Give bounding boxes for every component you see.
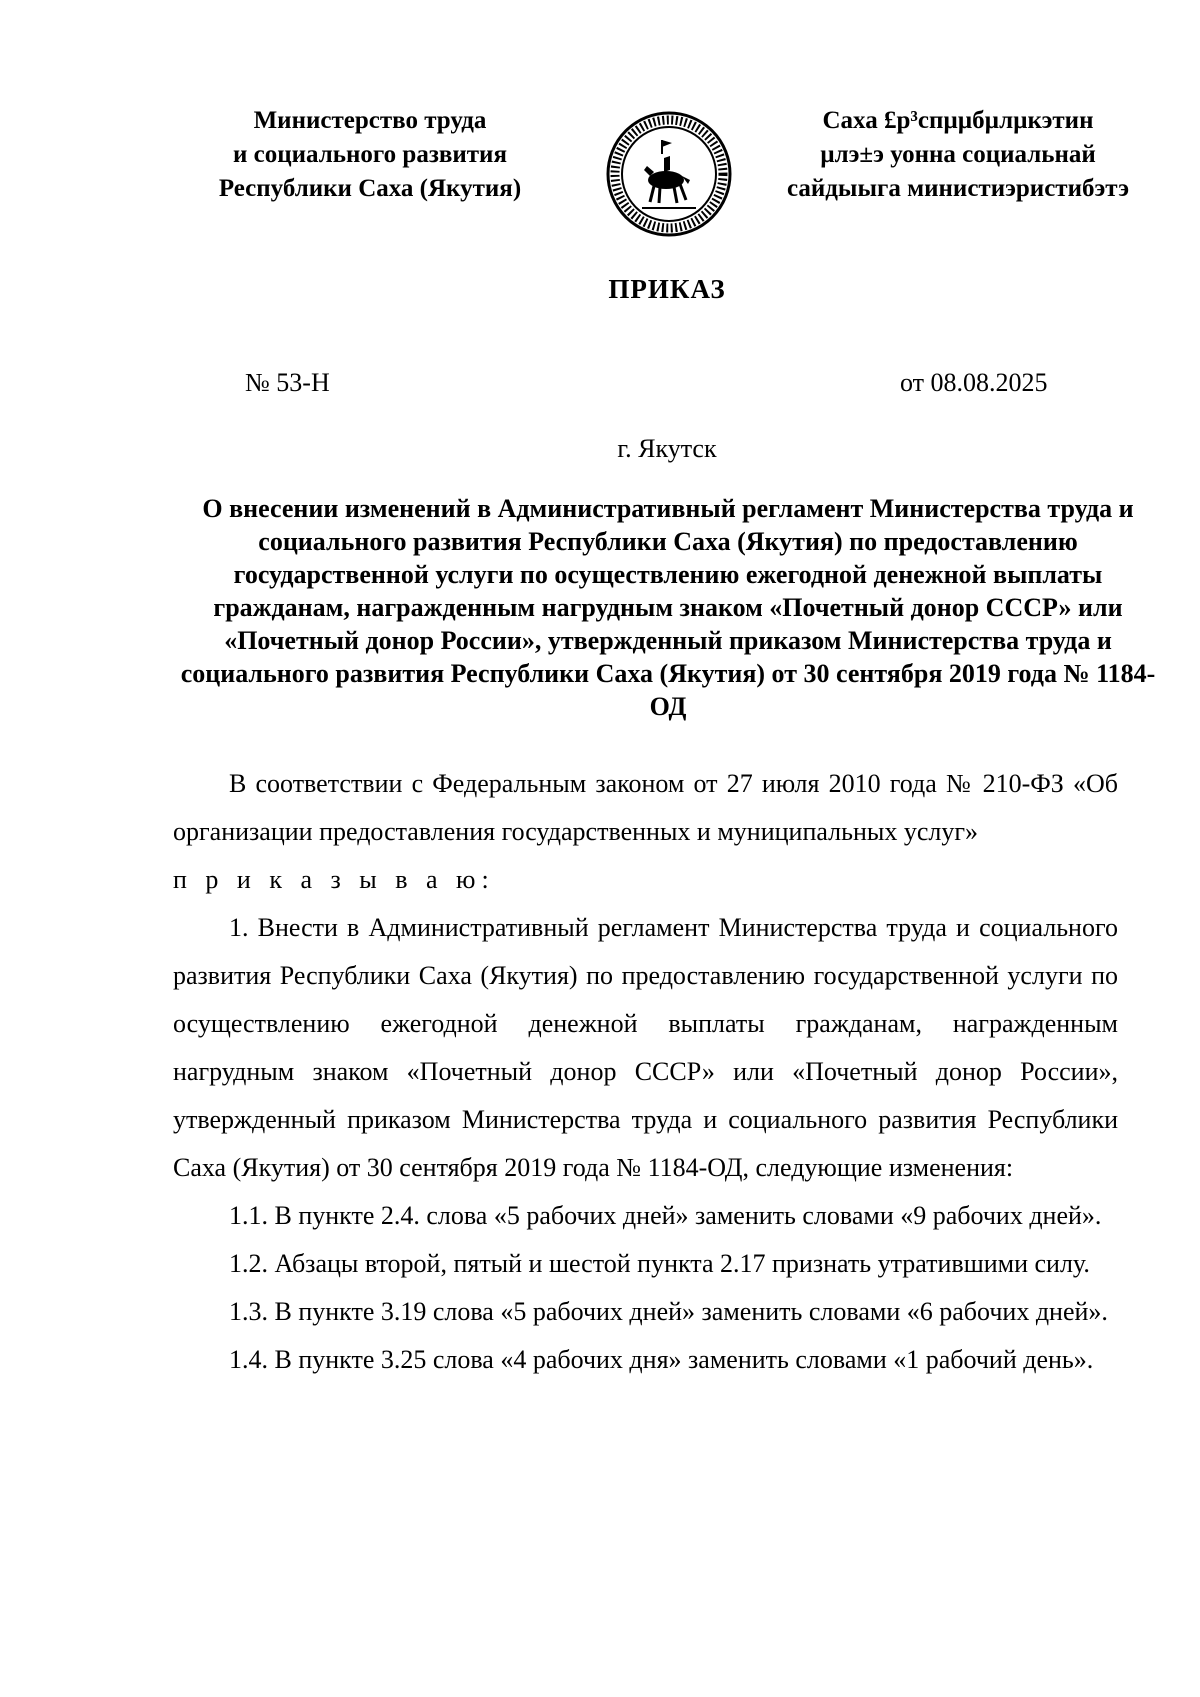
order-subject: О внесении изменений в Административный регламент Министерства труда и социального развития Республики Саха (Якутия) по предоставлению государственной услуги по осуществлению ежегодной денежной выплаты гражданам, награжденным нагрудным знаком «Почетный донор СССР» или «Почетный донор России», утвержденный приказом Министерства труда и социального развития Республики Саха (Якутия) от 30 сентября 2019 года № 1184-ОД — [180, 494, 1156, 721]
ministry-name-sakha — [748, 104, 1168, 206]
ministry-name-line: Министерство труда — [253, 107, 487, 134]
order-item: 1. Внести в Административный регламент Министерства труда и социального развития Республики Саха (Якутия) по предоставлению государственной услуги по осуществлению ежегодной денежной выплаты гражданам, награжденным нагрудным знаком «Почетный донор СССР» или «Почетный донор России», утвержденный приказом Министерства труда и социального развития Республики Саха (Якутия) от 30 сентября 2019 года № 1184-ОД, следующие изменения: — [173, 913, 1118, 1182]
ministry-name-line: µлэ±э уонна социальнай — [820, 141, 1096, 168]
ministry-name-line: и социального развития — [233, 141, 507, 168]
document-title: ПРИКАЗ — [608, 274, 726, 304]
order-item: 1.2. Абзацы второй, пятый и шестой пункта 2.17 признать утратившими силу. — [229, 1249, 1090, 1278]
order-item: 1.1. В пункте 2.4. слова «5 рабочих дней» заменить словами «9 рабочих дней». — [229, 1201, 1102, 1230]
order-item: 1.3. В пункте 3.19 слова «5 рабочих дней» заменить словами «6 рабочих дней». — [229, 1297, 1108, 1326]
ministry-name-line: сайдыыга министиэристибэтэ — [786, 175, 1130, 202]
preamble-paragraph: В соответствии с Федеральным законом от 27 июля 2010 года № 210-ФЗ «Об организации предоставления государственных и муниципальных услуг» — [173, 769, 1118, 846]
ministry-name-line: Саха £р³спµµбµлµкэтин — [822, 107, 1094, 134]
ministry-name-line: Республики Саха (Якутия) — [218, 175, 522, 202]
document-body — [173, 760, 1118, 1384]
issue-city: г. Якутск — [617, 434, 717, 463]
order-word: п р и к а з ы в а ю: — [173, 865, 495, 894]
order-number: № 53-Н — [245, 368, 330, 397]
ministry-name-russian — [160, 104, 580, 206]
order-item: 1.4. В пункте 3.25 слова «4 рабочих дня» заменить словами «1 рабочий день». — [229, 1345, 1094, 1374]
order-date: от 08.08.2025 — [900, 368, 1048, 397]
coat-of-arms-icon — [604, 110, 734, 238]
